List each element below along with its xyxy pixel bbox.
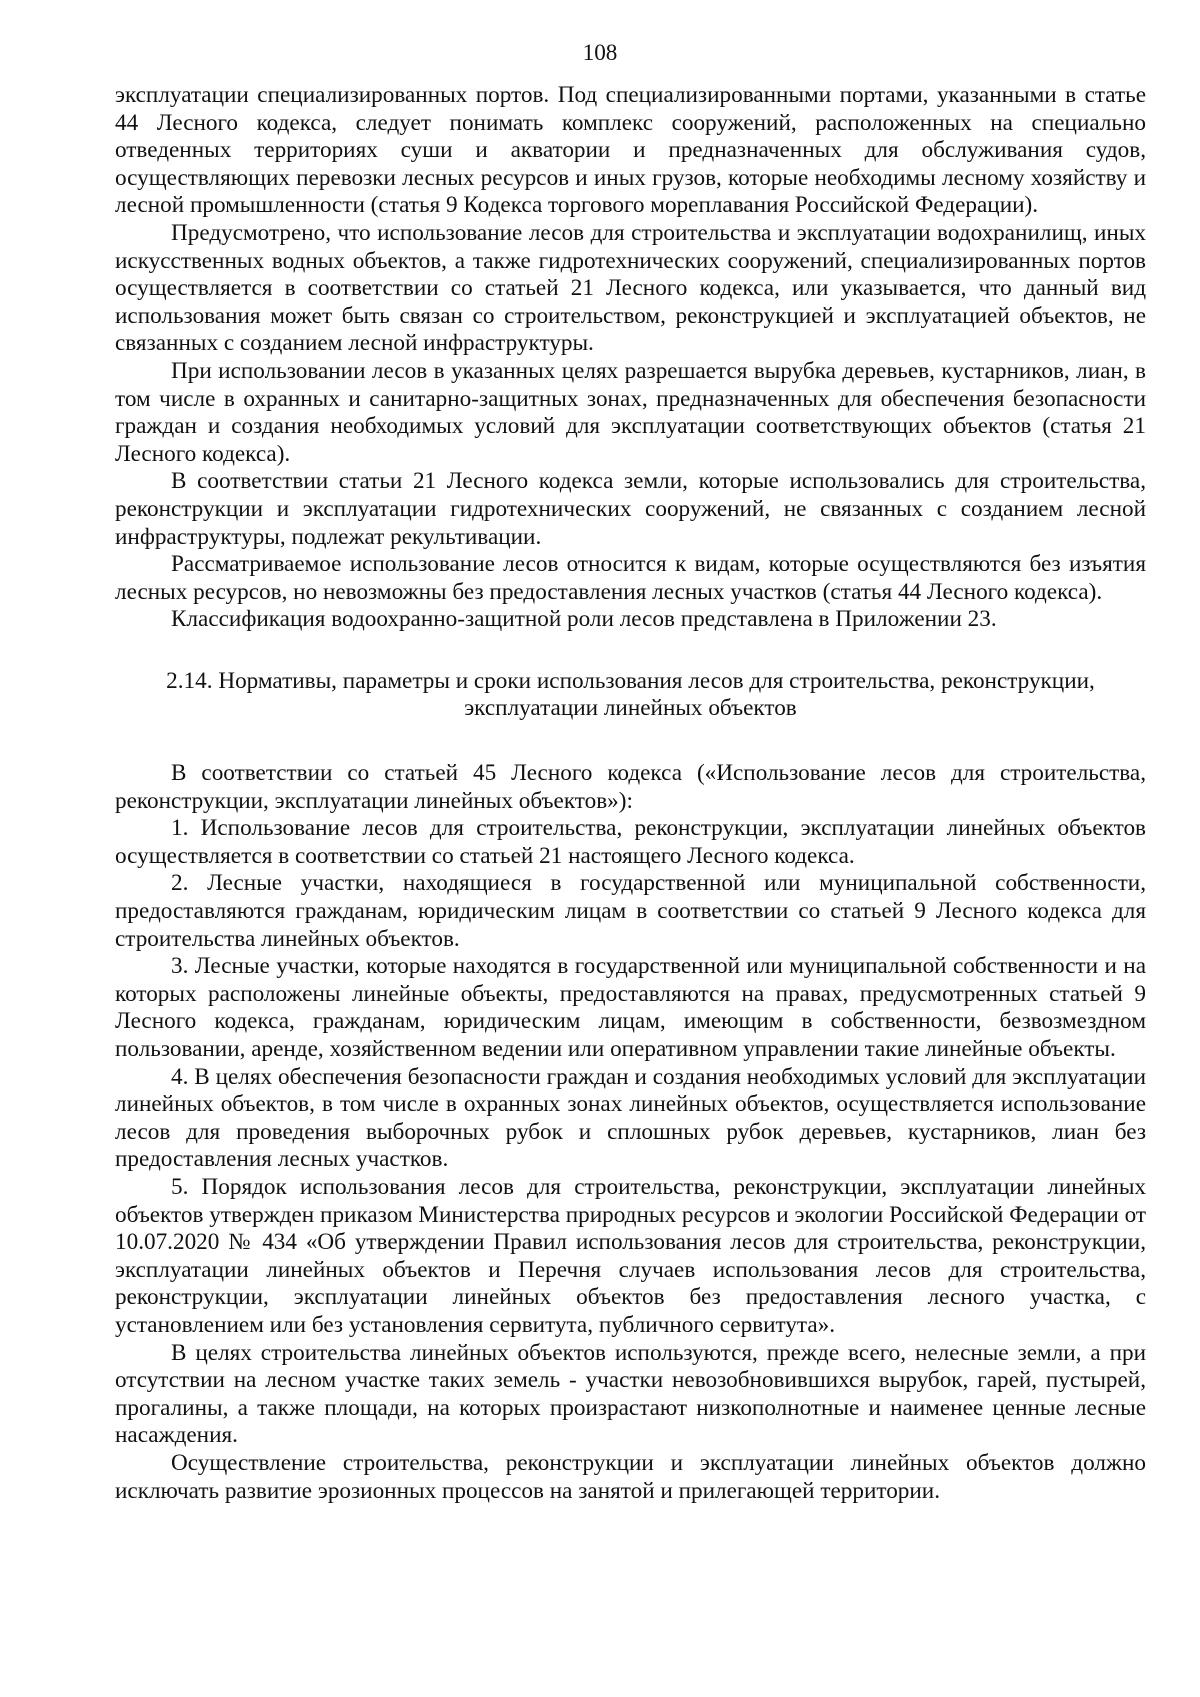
list-item: 2. Лесные участки, находящиеся в государственной или муниципальной собственности, предоставляются гражданам, юридическим лицам в соответствии со статьей 9 Лесного кодекса для строительства линейных объектов.: [115, 870, 1146, 952]
paragraph: Рассматриваемое использование лесов относится к видам, которые осуществляются без изъятия лесных ресурсов, но невозможны без предоставления лесных участков (статья 44 Лесного кодекса).: [115, 551, 1146, 605]
section-heading-line: 2.14. Нормативы, параметры и сроки использования лесов для строительства, реконструкции,: [166, 667, 1095, 694]
paragraph: В соответствии статьи 21 Лесного кодекса земли, которые использовались для строительства, реконструкции и эксплуатации гидротехнических сооружений, не связанных с созданием лесной инфраструктуры, подлежат рекультивации.: [115, 468, 1146, 550]
paragraph: При использовании лесов в указанных целях разрешается вырубка деревьев, кустарников, лиан, в том числе в охранных и санитарно-защитных зонах, предназначенных для обеспечения безопасности граждан и создания необходимых условий для эксплуатации соответствующих объектов (статья 21 Лесного кодекса).: [115, 357, 1146, 467]
paragraph: Классификация водоохранно-защитной роли лесов представлена в Приложении 23.: [171, 606, 997, 633]
paragraph-continuation: эксплуатации специализированных портов. Под специализированными портами, указанными в статье 44 Лесного кодекса, следует понимать комплекс сооружений, расположенных на специально отведенных территориях суши и акватории и предназначенных для обслуживания судов, осуществляющих перевозки лесных ресурсов и иных грузов, которые необходимы лесному хозяйству и лесной промышленности (статья 9 Кодекса торгового мореплавания Российской Федерации).: [115, 82, 1146, 219]
list-item: 5. Порядок использования лесов для строительства, реконструкции, эксплуатации линейных объектов утвержден приказом Министерства природных ресурсов и экологии Российской Федерации от 10.07.2020 № 434 «Об утверждении Правил использования лесов для строительства, реконструкции, эксплуатации линейных объектов и Перечня случаев использования лесов для строительства, реконструкции, эксплуатации линейных объектов без предоставления лесного участка, с установлением или без установления сервитута, публичного сервитута».: [115, 1173, 1146, 1338]
list-item: 1. Использование лесов для строительства, реконструкции, эксплуатации линейных объектов осуществляется в соответствии со статьей 21 настоящего Лесного кодекса.: [115, 815, 1146, 869]
page-number: 108: [582, 40, 618, 66]
list-item: 4. В целях обеспечения безопасности граждан и создания необходимых условий для эксплуатации линейных объектов, в том числе в охранных зонах линейных объектов, осуществляется использование лесов для проведения выборочных рубок и сплошных рубок деревьев, кустарников, лиан без предоставления лесных участков.: [115, 1063, 1146, 1173]
section-heading: [115, 668, 1146, 723]
paragraph: Предусмотрено, что использование лесов для строительства и эксплуатации водохранилищ, иных искусственных водных объектов, а также гидротехнических сооружений, специализированных портов осуществляется в соответствии со статьей 21 Лесного кодекса, или указывается, что данный вид использования может быть связан со строительством, реконструкцией и эксплуатацией объектов, не связанных с созданием лесной инфраструктуры.: [115, 219, 1146, 357]
page-body: [115, 82, 1146, 1505]
list-item: 3. Лесные участки, которые находятся в государственной или муниципальной собственности и на которых расположены линейные объекты, предоставляются на правах, предусмотренных статьей 9 Лесного кодекса, гражданам, юридическим лицам, имеющим в собственности, безвозмездном пользовании, аренде, хозяйственном ведении или оперативном управлении такие линейные объекты.: [115, 953, 1146, 1062]
paragraph: В соответствии со статьей 45 Лесного кодекса («Использование лесов для строительства, реконструкции, эксплуатации линейных объектов»):: [115, 760, 1146, 814]
paragraph: В целях строительства линейных объектов используются, прежде всего, нелесные земли, а при отсутствии на лесном участке таких земель - участки невозобновившихся вырубок, гарей, пустырей, прогалины, а также площади, на которых произрастают низкополнотные и наименее ценные лесные насаждения.: [115, 1339, 1146, 1449]
section-heading-line: эксплуатации линейных объектов: [464, 695, 797, 722]
paragraph: Осуществление строительства, реконструкции и эксплуатации линейных объектов должно исключать развитие эрозионных процессов на занятой и прилегающей территории.: [115, 1449, 1146, 1504]
